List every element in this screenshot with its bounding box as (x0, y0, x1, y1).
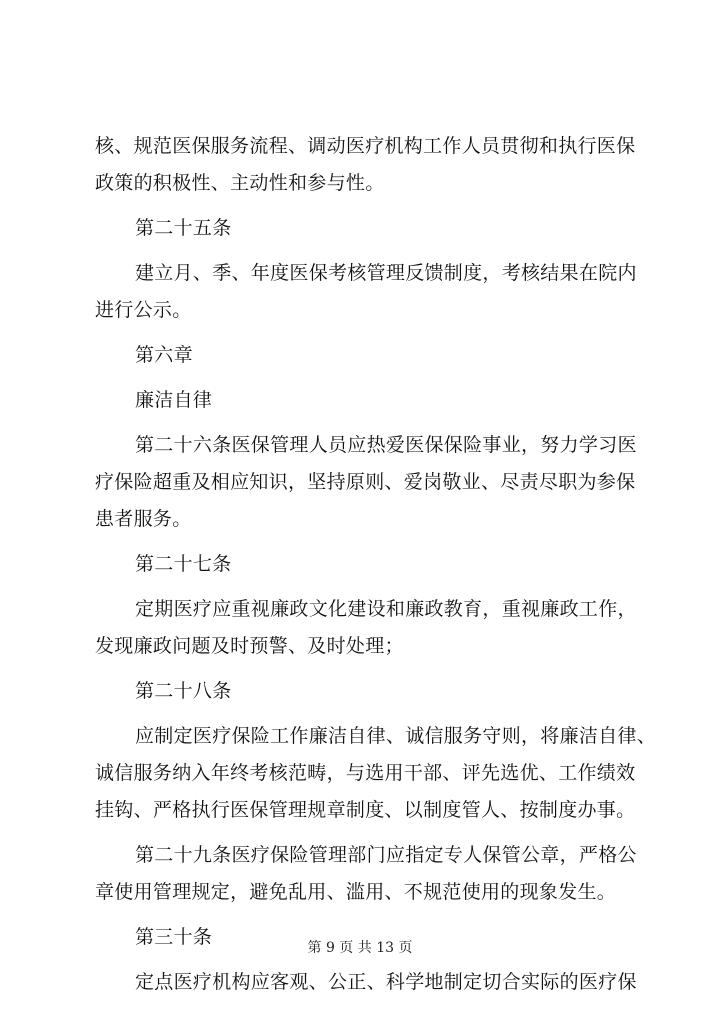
chapter-heading: 第六章 (135, 344, 193, 366)
article-heading: 第二十七条 (135, 553, 232, 575)
text-line: 核、规范医保服务流程、调动医疗机构工作人员贯彻和执行医保 (95, 135, 636, 157)
chapter-title: 廉洁自律 (135, 389, 213, 411)
text-line: 疗保险超重及相应知识，坚持原则、爱岗敬业、尽责尽职为参保 (95, 471, 636, 493)
text-line: 挂钩、严格执行医保管理规章制度、以制度管人、按制度办事。 (95, 799, 636, 821)
text-line: 发现廉政问题及时预警、及时处理； (95, 635, 404, 657)
article-heading: 第三十条 (135, 926, 213, 948)
text-line: 诚信服务纳入年终考核范畴，与选用干部、评先选优、工作绩效 (95, 762, 636, 784)
page-number: 第 9 页 共 13 页 (307, 940, 413, 956)
text-line: 第二十九条医疗保险管理部门应指定专人保管公章，严格公 (135, 844, 637, 866)
text-line: 应制定医疗保险工作廉洁自律、诚信服务守则，将廉洁自律、 (135, 725, 657, 747)
text-line: 政策的积极性、主动性和参与性。 (95, 172, 385, 194)
text-line: 定点医疗机构应客观、公正、科学地制定切合实际的医疗保 (135, 971, 637, 993)
document-body (95, 128, 655, 1001)
text-line: 进行公示。 (95, 299, 192, 321)
text-line: 建立月、季、年度医保考核管理反馈制度，考核结果在院内 (135, 262, 637, 284)
text-line: 患者服务。 (95, 508, 192, 530)
text-line: 第二十六条医保管理人员应热爱医保保险事业，努力学习医 (135, 434, 637, 456)
article-heading: 第二十五条 (135, 217, 232, 239)
text-line: 章使用管理规定，避免乱用、滥用、不规范使用的现象发生。 (95, 881, 617, 903)
text-line: 定期医疗应重视廉政文化建设和廉政教育，重视廉政工作， (135, 598, 637, 620)
article-heading: 第二十八条 (135, 680, 232, 702)
